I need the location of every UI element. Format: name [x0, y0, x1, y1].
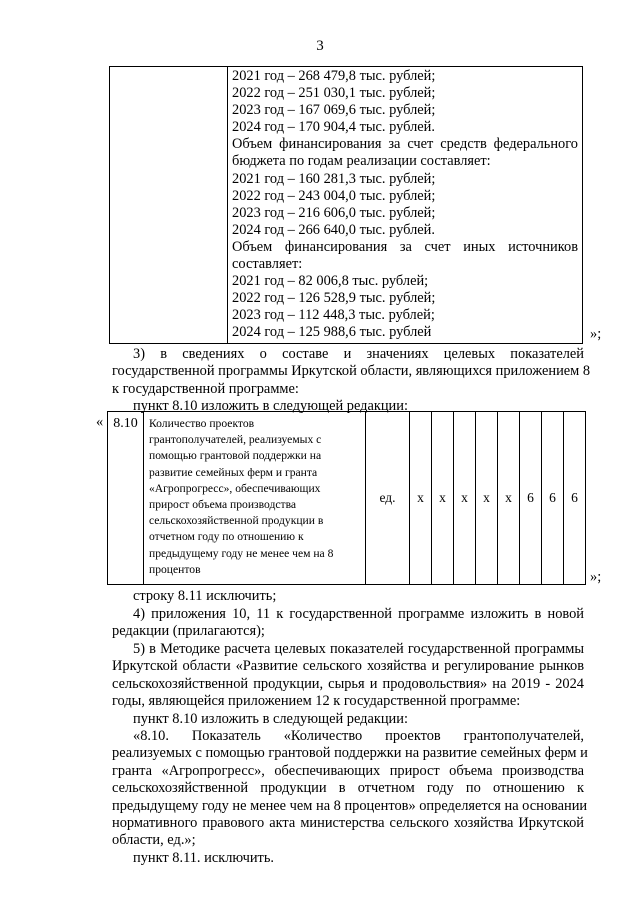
text-line: государственной программы Иркутской области, являющихся приложением 8 — [112, 363, 591, 380]
text-line: 2023 год – 112 448,3 тыс. рублей; — [232, 307, 435, 324]
text-line: к государственной программе: — [112, 380, 299, 397]
text-line: «8.10. Показатель «Количество проектов грантополучателей, — [133, 728, 584, 744]
text-line: 4) приложения 10, 11 к государственной программе изложить в новой — [133, 606, 584, 622]
value-cell: х — [498, 412, 520, 585]
text-line: 2022 год – 251 030,1 тыс. рублей; — [232, 85, 436, 102]
page-number: 3 — [316, 38, 324, 54]
text-line: сельскохозяйственной продукции, сырья и продовольствия» на 2019 - 2024 — [112, 675, 584, 692]
text-line: помощью грантовой поддержки на — [149, 449, 322, 463]
text-line: 2023 год – 167 069,6 тыс. рублей; — [232, 102, 436, 119]
text-line: пункт 8.11. исключить. — [133, 850, 274, 866]
row-8-11-exclude — [133, 588, 276, 605]
text-line: 5) в Методике расчета целевых показателей государственной программы — [133, 641, 584, 657]
value-cell: 6 — [520, 412, 542, 585]
text-line: процентов — [149, 562, 201, 576]
table-column-divider — [227, 67, 228, 343]
text-line: 3) в сведениях о составе и значениях целевых показателей — [133, 346, 584, 362]
unit-cell: ед. — [366, 412, 410, 585]
text-line: бюджета по годам реализации составляет: — [232, 153, 491, 170]
text-line: пункт 8.10 изложить в следующей редакции: — [133, 398, 408, 414]
text-line: Количество проектов — [149, 417, 255, 430]
item-3-paragraph — [112, 346, 591, 398]
financing-text — [232, 68, 578, 342]
item-5-instruction — [133, 711, 408, 728]
text-line: редакции (прилагаются); — [112, 623, 265, 640]
text-line: гранта «Агропрогресс», обеспечивающих прирост объема производства — [112, 762, 584, 779]
text-line: сельскохозяйственной продукции в — [149, 514, 324, 528]
value-cell: х — [410, 412, 432, 585]
text-line: отчетном году по отношению к — [149, 530, 304, 544]
text-line: сельскохозяйственной продукции в отчетном году по отношению к — [112, 780, 584, 797]
text-line: развитие семейных ферм и гранта — [149, 465, 318, 479]
text-line: 2024 год – 266 640,0 тыс. рублей. — [232, 221, 435, 238]
item-5-new-text — [112, 728, 588, 850]
text-line: грантополучателей, реализуемых с — [149, 433, 322, 447]
text-line: предыдущему году не менее чем на 8 процентов» определяется на основании — [112, 797, 588, 814]
text-line: Объем финансирования за счет средств федерального — [232, 136, 578, 153]
value-cell: 6 — [542, 412, 564, 585]
opening-quote: « — [96, 414, 104, 430]
text-line: предыдущему году не менее чем на 8 — [149, 546, 334, 560]
text-line: прирост объема производства — [149, 498, 297, 512]
closing-quote: »; — [590, 326, 602, 342]
text-line: 2022 год – 243 004,0 тыс. рублей; — [232, 187, 436, 204]
value-cell: х — [432, 412, 454, 585]
value-cell: х — [454, 412, 476, 585]
closing-quote: »; — [590, 569, 602, 585]
text-line: 2024 год – 125 988,6 тыс. рублей — [232, 324, 432, 341]
text-line: области, ед.»; — [112, 832, 196, 849]
text-line: «Агропрогресс», обеспечивающих — [149, 481, 321, 495]
text-line: Объем финансирования за счет иных источников — [232, 238, 578, 255]
text-line: составляет: — [232, 256, 303, 273]
item-4-paragraph — [112, 606, 584, 641]
item-5-final — [133, 850, 274, 867]
text-line: пункт 8.10 изложить в следующей редакции: — [133, 711, 408, 727]
value-cell: х — [476, 412, 498, 585]
text-line: 2022 год – 126 528,9 тыс. рублей; — [232, 290, 436, 307]
indicator-row-table — [107, 411, 586, 585]
value-cell: 6 — [564, 412, 586, 585]
financing-table — [109, 66, 583, 344]
row-number: 8.10 — [108, 412, 144, 585]
text-line: 2021 год – 268 479,8 тыс. рублей; — [232, 68, 436, 84]
text-line: строку 8.11 исключить; — [133, 588, 277, 604]
text-line: 2021 год – 160 281,3 тыс. рублей; — [232, 170, 436, 187]
text-line: Иркутской области «Развитие сельского хозяйства и регулирование рынков — [112, 658, 584, 675]
indicator-description — [144, 412, 366, 585]
text-line: 2024 год – 170 904,4 тыс. рублей. — [232, 119, 435, 136]
item-5-paragraph — [112, 641, 584, 711]
text-line: 2021 год – 82 006,8 тыс. рублей; — [232, 273, 429, 290]
text-line: 2023 год – 216 606,0 тыс. рублей; — [232, 204, 436, 221]
text-line: годы, являющейся приложением 12 к государственной программе: — [112, 693, 521, 710]
text-line: нормативного правового акта министерства сельского хозяйства Иркутской — [112, 815, 584, 832]
text-line: реализуемых с помощью грантовой поддержки на развитие семейных ферм и — [112, 745, 588, 762]
